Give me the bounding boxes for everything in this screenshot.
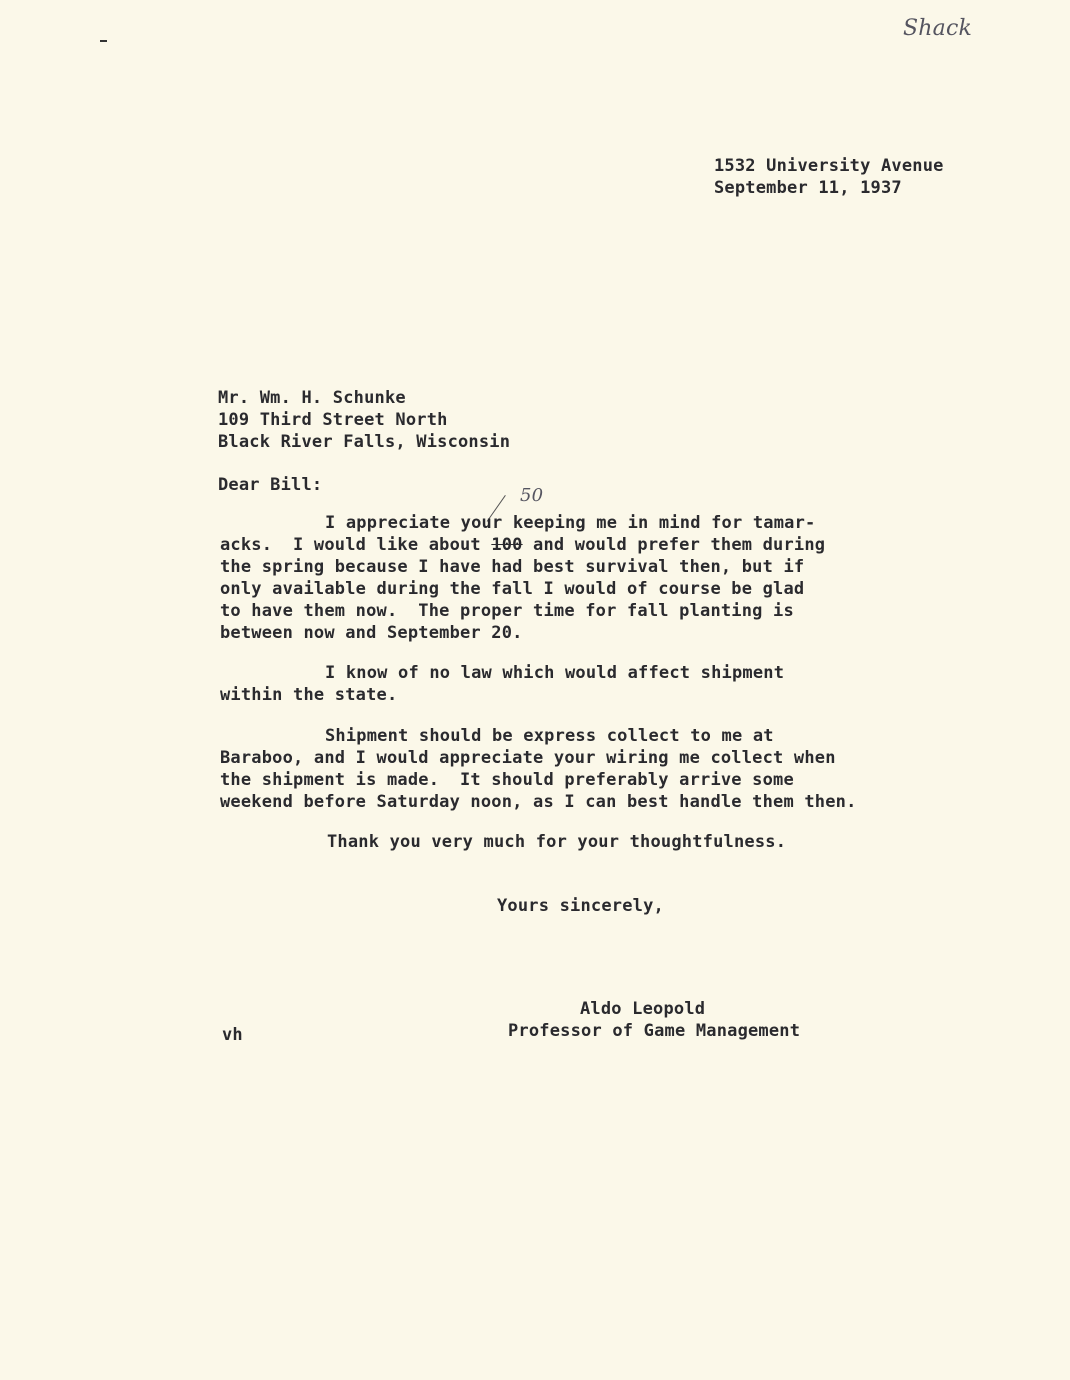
- handwritten-annotation: Shack: [903, 16, 973, 41]
- body-text: acks. I would like about: [220, 535, 492, 555]
- body-line: I appreciate your keeping me in mind for tamar-: [325, 513, 816, 533]
- struck-number: 100: [491, 535, 523, 555]
- letter-date: September 11, 1937: [714, 178, 902, 198]
- body-line: Baraboo, and I would appreciate your wiring me collect when: [220, 748, 836, 768]
- typist-initials: vh: [222, 1025, 243, 1045]
- handwritten-correction: 50: [520, 485, 544, 506]
- ink-mark: [100, 40, 107, 42]
- body-line: to have them now. The proper time for fall planting is: [220, 601, 794, 621]
- body-line: [220, 534, 825, 556]
- body-line: weekend before Saturday noon, as I can best handle them then.: [220, 792, 857, 812]
- recipient-city: Black River Falls, Wisconsin: [218, 432, 511, 452]
- body-line: the spring because I have had best survival then, but if: [220, 557, 805, 577]
- body-line: the shipment is made. It should preferably arrive some: [220, 770, 794, 790]
- signer-title: Professor of Game Management: [508, 1021, 801, 1041]
- salutation: Dear Bill:: [218, 475, 323, 495]
- body-line: Shipment should be express collect to me at: [325, 726, 774, 746]
- signer-name: Aldo Leopold: [580, 999, 706, 1019]
- recipient-name: Mr. Wm. H. Schunke: [218, 388, 406, 408]
- body-line: between now and September 20.: [220, 623, 523, 643]
- closing: Yours sincerely,: [497, 896, 664, 916]
- body-text: and would prefer them during: [522, 535, 826, 555]
- body-line: Thank you very much for your thoughtfulness.: [327, 832, 787, 852]
- sender-address: 1532 University Avenue: [714, 156, 944, 176]
- body-line: I know of no law which would affect shipment: [325, 663, 785, 683]
- body-line: only available during the fall I would of course be glad: [220, 579, 805, 599]
- body-line: within the state.: [220, 685, 398, 705]
- recipient-street: 109 Third Street North: [218, 410, 448, 430]
